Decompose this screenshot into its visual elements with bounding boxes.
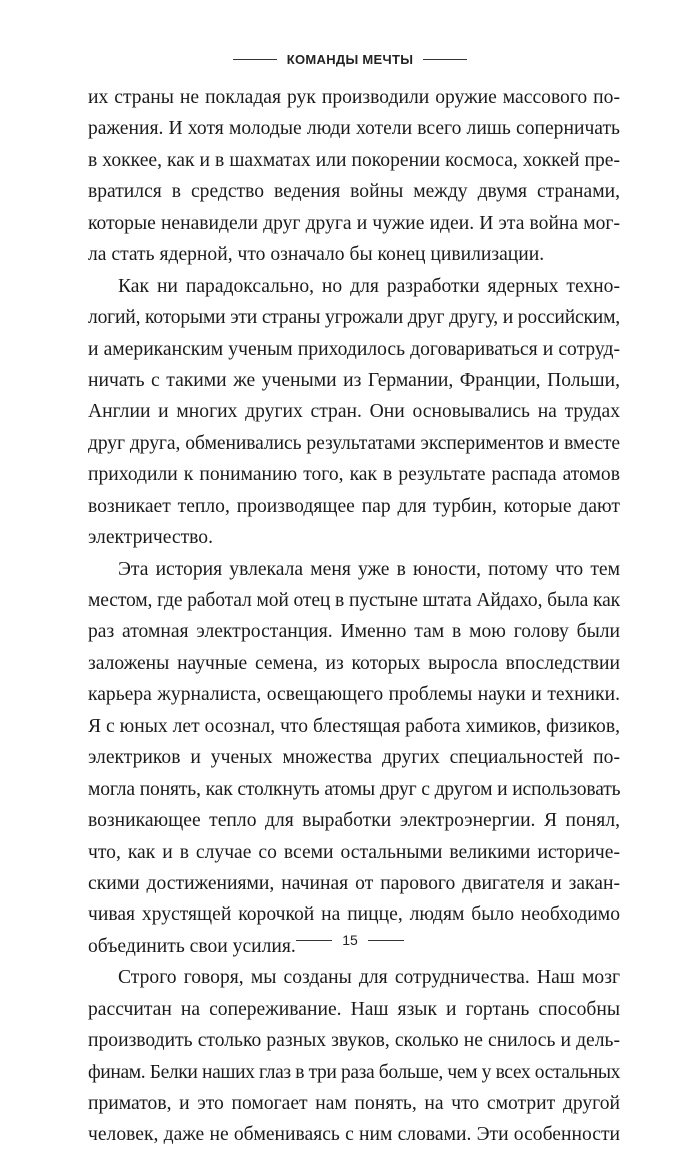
- text-line: раз атомная электростанция. Именно там в мою голову были: [88, 621, 620, 643]
- text-line: ражения. И хотя молодые люди хотели всего лишь соперничать: [88, 118, 620, 140]
- header-rule-right: [423, 59, 467, 60]
- running-title: КОМАНДЫ МЕЧТЫ: [286, 52, 414, 67]
- paragraph-first-line: Как ни парадоксально, но для разработки ядерных техно-: [118, 275, 620, 297]
- text-line: заложены научные семена, из которых выросла впоследствии: [88, 652, 620, 674]
- page-body: [88, 82, 620, 1151]
- text-line: карьера журналиста, освещающего проблемы науки и техники.: [88, 684, 620, 706]
- text-line: электриков и ученых множества других специальностей по-: [88, 747, 620, 769]
- header-rule-left: [233, 59, 277, 60]
- text-line: электричество.: [88, 527, 213, 549]
- text-line: могла понять, как столкнуть атомы друг с другом и использовать: [88, 778, 621, 800]
- text-line: приходили к пониманию того, как в результате распада атомов: [88, 464, 620, 486]
- footer-rule-right: [368, 940, 404, 941]
- text-line: логий, которыми эти страны угрожали друг другу, и российским,: [88, 307, 620, 329]
- text-line: объединить свои усилия.: [88, 935, 296, 957]
- text-line: скими достижениями, начиная от парового двигателя и закан-: [88, 872, 620, 894]
- page-number: 15: [342, 932, 358, 948]
- text-line: в хоккее, как и в шахматах или покорении космоса, хоккей пре-: [88, 149, 620, 171]
- running-header: [0, 52, 700, 67]
- text-line: и американским ученым приходилось договариваться и сотруд-: [88, 338, 620, 360]
- text-line: возникающее тепло для выработки электроэнергии. Я понял,: [88, 810, 620, 832]
- footer-rule-left: [296, 940, 332, 941]
- paragraph-first-line: Эта история увлекала меня уже в юности, потому что тем: [118, 558, 620, 580]
- text-line: Я с юных лет осознал, что блестящая работа химиков, физиков,: [88, 715, 620, 737]
- page-footer: [0, 932, 700, 948]
- text-line: которые ненавидели друг друга и чужие идеи. И эта война мог-: [88, 212, 620, 234]
- text-line: приматов, и это помогает нам понять, на что смотрит другой: [88, 1093, 620, 1114]
- text-line: Англии и многих других стран. Они основывались на трудах: [88, 401, 620, 423]
- text-line: чивая хрустящей корочкой на пицце, людям было необходимо: [88, 904, 620, 926]
- text-line: финам. Белки наших глаз в три раза больше, чем у всех остальных: [88, 1061, 620, 1083]
- text-line: что, как и в случае со всеми остальными великими историче-: [88, 841, 620, 863]
- text-line: человек, даже не обмениваясь с ним словами. Эти особенности: [88, 1124, 620, 1146]
- text-line: рассчитан на сопереживание. Наш язык и гортань способны: [88, 998, 620, 1020]
- text-line: местом, где работал мой отец в пустыне штата Айдахо, была как: [88, 590, 620, 611]
- text-line: друг друга, обменивались результатами экспериментов и вместе: [88, 432, 620, 454]
- text-line: ла стать ядерной, что означало бы конец цивилизации.: [88, 244, 545, 266]
- paragraph-first-line: Строго говоря, мы созданы для сотрудничества. Наш мозг: [118, 967, 620, 989]
- text-line: производить столько разных звуков, сколько не снилось и дель-: [88, 1030, 620, 1052]
- text-line: ничать с такими же учеными из Германии, Франции, Польши,: [88, 369, 620, 391]
- text-line: вратился в средство ведения войны между двумя странами,: [88, 181, 620, 203]
- text-line: их страны не покладая рук производили оружие массового по-: [88, 87, 620, 108]
- text-line: возникает тепло, производящее пар для турбин, которые дают: [88, 495, 620, 517]
